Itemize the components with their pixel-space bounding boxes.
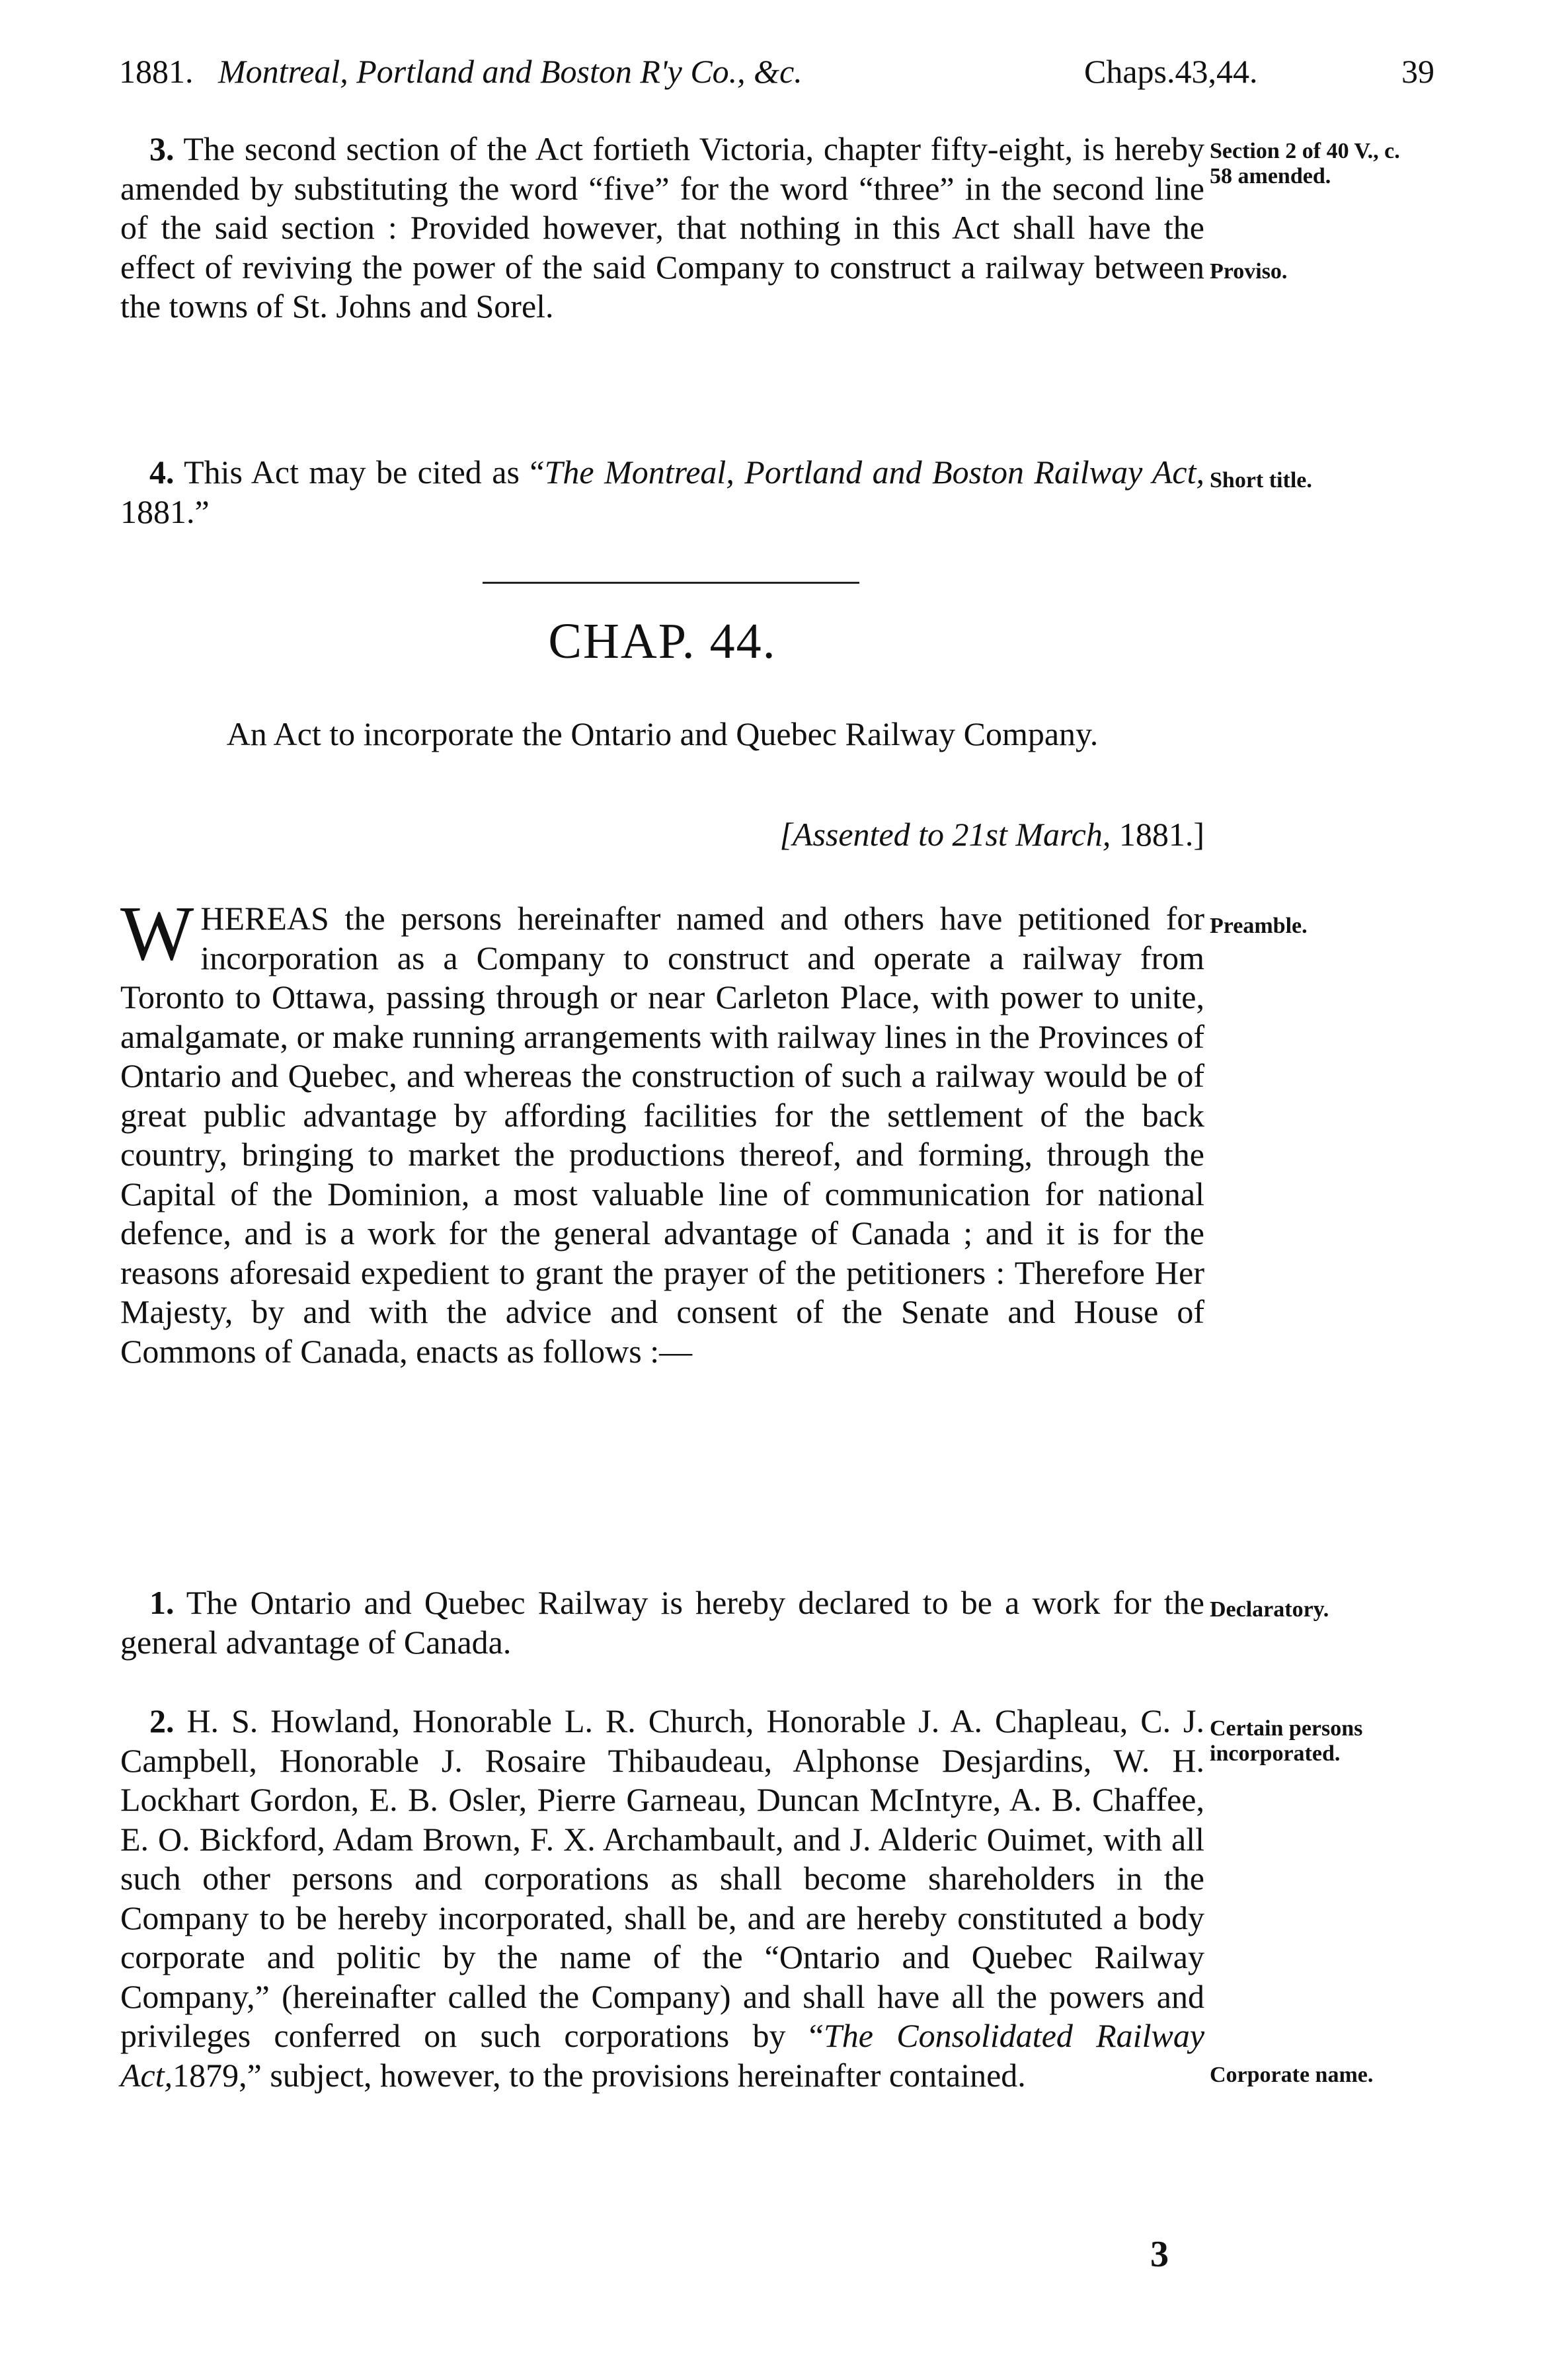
margin-note-short-title: Short title.	[1210, 468, 1312, 493]
section-4-text-after: 1881.”	[120, 493, 210, 530]
margin-note-section-2-amended: Section 2 of 40 V., c. 58 amended.	[1210, 139, 1400, 188]
margin-note-declaratory: Declaratory.	[1210, 1597, 1329, 1622]
section-2-number: 2.	[149, 1702, 175, 1739]
signature-mark: 3	[1150, 2234, 1169, 2275]
page-number: 39	[1401, 53, 1434, 90]
margin-note-preamble: Preamble.	[1210, 914, 1308, 938]
assent-middle: March,	[1007, 816, 1119, 853]
assent-prefix: [Assented to	[779, 816, 953, 853]
header-year: 1881.	[119, 53, 194, 90]
margin-note-proviso: Proviso.	[1210, 259, 1288, 284]
section-2	[120, 1702, 1204, 2095]
section-3	[120, 130, 1204, 327]
act-title: An Act to incorporate the Ontario and Quebec Railway Company.	[226, 715, 1099, 752]
section-2-text-before: H. S. Howland, Honorable L. R. Church, Honorable J. A. Chapleau, C. J. Campbell, Honorable J. Rosaire Thibaudeau, Alphonse Desjardins, W. H. Lockhart Gordon, E. B. Osler, Pierre Garneau, Duncan McIntyre, A. B. Chaffee, E. O. Bickford, Adam Brown, F. X. Archambault, and J. Alderic Ouimet, with all such other persons and corporations as shall become shareholders in the Company to be hereby incorporated, shall be, and are hereby constituted a body corporate and politic by the name of the “Ontario and Quebec Railway Company,” (hereinafter called the Company) and shall have all the powers and privileges conferred on such corporations by “	[120, 1702, 1204, 2054]
section-3-number: 3.	[149, 130, 175, 167]
margin-note-corporate-name: Corporate name.	[1210, 2063, 1374, 2087]
section-2-text-after: 1879,” subject, however, to the provisions hereinafter contained.	[173, 2056, 1026, 2094]
section-4-text-before: This Act may be cited as “	[184, 454, 545, 491]
header-chapters: Chaps.43,44.	[1084, 53, 1258, 90]
section-3-text: The second section of the Act fortieth Victoria, chapter fifty-eight, is hereby amended by substituting the word “five” for the word “three” in the second line of the said section : Provided however, that nothing in this Act shall have the effect of reviving the power of the said Company to construct a railway between the towns of St. Johns and Sorel.	[120, 130, 1204, 325]
preamble-dropcap: W	[120, 890, 194, 976]
running-header	[119, 45, 1434, 98]
preamble	[120, 890, 1204, 1371]
section-1-number: 1.	[149, 1584, 175, 1621]
assent-date	[120, 814, 1204, 854]
section-1	[120, 1583, 1204, 1662]
section-4	[120, 453, 1204, 532]
preamble-text: HEREAS the persons hereinafter named and others have petitioned for incorporation as a Company to construct and operate a railway from Toronto to Ottawa, passing through or near Carleton Place, with power to unite, amalgamate, or make running arrangements with railway lines in the Provinces of Ontario and Quebec, and whereas the construction of such a railway would be of great public advantage by affording facilities for the settlement of the back country, bringing to market the productions thereof, and forming, through the Capital of the Dominion, a most valuable line of communication for national defence, and is a work for the general advantage of Canada ; and it is for the reasons aforesaid expedient to grant the prayer of the petitioners : Therefore Her Majesty, by and with the advice and consent of the Senate and House of Commons of Canada, enacts as follows :—	[120, 900, 1204, 1370]
margin-note-certain-persons: Certain persons incorporated.	[1210, 1716, 1363, 1766]
section-4-number: 4.	[149, 454, 175, 491]
assent-year: 1881.]	[1118, 816, 1204, 853]
assent-day: 21st	[952, 816, 1007, 853]
chapter-heading: CHAP. 44.	[548, 614, 777, 669]
section-2-act-name: The Consolidated Railway Act,	[120, 2017, 1205, 2094]
divider-rule	[483, 582, 859, 584]
section-4-short-title: The Montreal, Portland and Boston Railway Act,	[544, 454, 1204, 491]
header-title: Montreal, Portland and Boston R'y Co., &c.	[218, 53, 803, 90]
section-1-text: The Ontario and Quebec Railway is hereby declared to be a work for the general advantage of Canada.	[120, 1584, 1204, 1661]
